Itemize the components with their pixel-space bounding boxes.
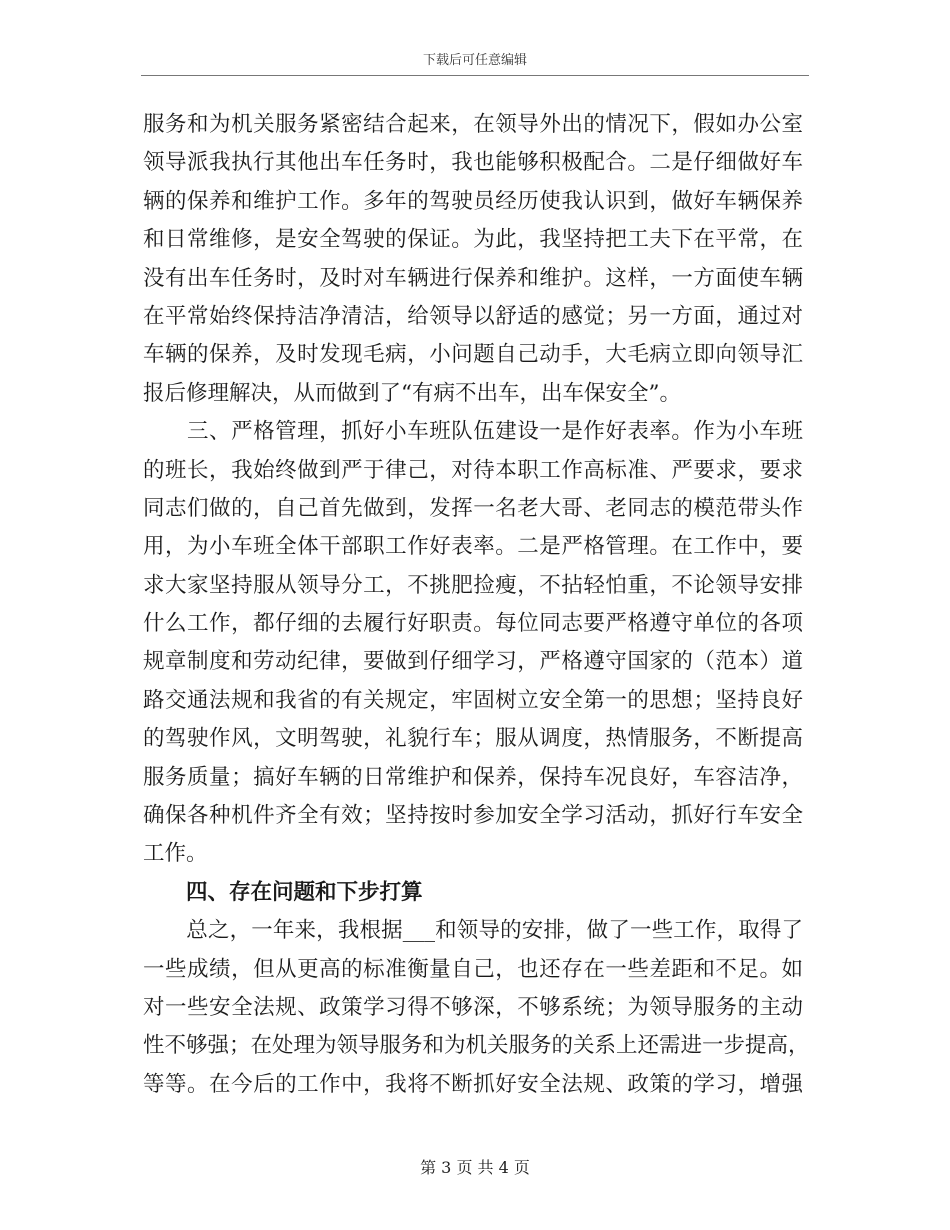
- body-line: 确保各种机件齐全有效；坚持按时参加安全学习活动，抓好行车安全: [143, 803, 803, 829]
- body-line: 工作。: [143, 841, 208, 867]
- body-line: 用，为小车班全体干部职工作好表率。二是严格管理。在工作中，要: [143, 534, 803, 560]
- body-line: 没有出车任务时，及时对车辆进行保养和维护。这样，一方面使车辆: [143, 265, 803, 291]
- body-line: 报后修理解决，从而做到了“有病不出车，出车保安全”。: [143, 380, 681, 406]
- body-line: 的班长，我始终做到严于律己，对待本职工作高标准、严要求，要求: [143, 457, 803, 483]
- body-line: 一些成绩，但从更高的标准衡量自己，也还存在一些差距和不足。如: [143, 956, 803, 982]
- body-line: 规章制度和劳动纪律，要做到仔细学习，严格遵守国家的（范本）道: [143, 649, 803, 675]
- body-line: 服务和为机关服务紧密结合起来，在领导外出的情况下，假如办公室: [143, 112, 803, 137]
- body-line: 总之，一年来，我根据___和领导的安排，做了一些工作，取得了: [143, 918, 803, 944]
- body-line: 的驾驶作风，文明驾驶，礼貌行车；服从调度，热情服务，不断提高: [143, 726, 803, 752]
- body-line: 什么工作，都仔细的去履行好职责。每位同志要严格遵守单位的各项: [143, 611, 803, 637]
- body-line: 服务质量；搞好车辆的日常维护和保养，保持车况良好，车容洁净，: [143, 764, 803, 790]
- page-header: 下载后可任意编辑: [422, 53, 527, 68]
- body-line: 路交通法规和我省的有关规定，牢固树立安全第一的思想；坚持良好: [143, 687, 803, 713]
- body-line: 和日常维修，是安全驾驶的保证。为此，我坚持把工夫下在平常，在: [143, 227, 803, 253]
- body-line: 求大家坚持服从领导分工，不挑肥捡瘦，不拈轻怕重，不论领导安排: [143, 572, 803, 598]
- header-divider: [141, 75, 809, 76]
- section-heading: 四、存在问题和下步打算: [143, 879, 423, 905]
- body-line: 辆的保养和维护工作。多年的驾驶员经历使我认识到，做好车辆保养: [143, 188, 803, 214]
- body-line: 对一些安全法规、政策学习得不够深，不够系统；为领导服务的主动: [143, 994, 803, 1020]
- body-line: 车辆的保养，及时发现毛病，小问题自己动手，大毛病立即向领导汇: [143, 342, 803, 368]
- body-line: 等等。在今后的工作中，我将不断抓好安全法规、政策的学习，增强: [143, 1071, 803, 1097]
- body-line: 领导派我执行其他出车任务时，我也能够积极配合。二是仔细做好车: [143, 150, 803, 176]
- body-line: 同志们做的，自己首先做到，发挥一名老大哥、老同志的模范带头作: [143, 495, 803, 521]
- page-footer: 第 3 页 共 4 页: [420, 1158, 530, 1177]
- document-body: [143, 106, 810, 1104]
- body-line: 三、严格管理，抓好小车班队伍建设一是作好表率。作为小车班: [143, 419, 803, 445]
- body-line: 性不够强；在处理为领导服务和为机关服务的关系上还需进一步提高，: [143, 1033, 810, 1059]
- body-line: 在平常始终保持洁净清洁，给领导以舒适的感觉；另一方面，通过对: [143, 303, 803, 329]
